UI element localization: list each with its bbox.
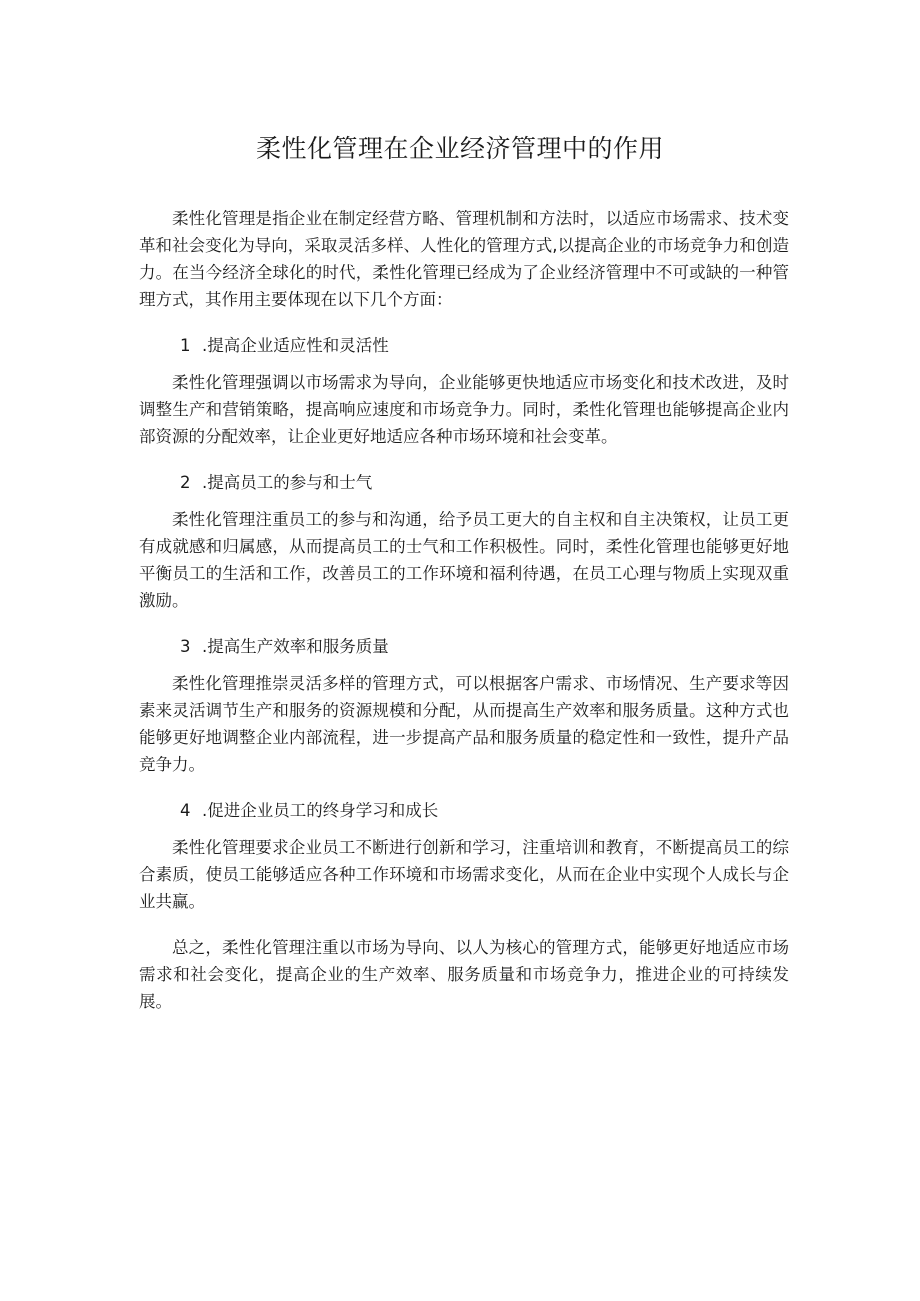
section-heading-text: .促进企业员工的终身学习和成长 [202, 801, 439, 820]
section-3 [139, 633, 789, 778]
section-number: 3 [180, 637, 191, 656]
section-heading-text: .提高员工的参与和士气 [202, 473, 373, 492]
document-body [139, 205, 789, 1015]
section-heading-text: .提高生产效率和服务质量 [202, 637, 389, 656]
conclusion-paragraph: 总之，柔性化管理注重以市场为导向、以人为核心的管理方式，能够更好地适应市场需求和社会变化，提高企业的生产效率、服务质量和市场竞争力，推进企业的可持续发展。 [139, 938, 789, 1011]
section-number: 4 [180, 801, 191, 820]
section-paragraph: 柔性化管理推崇灵活多样的管理方式，可以根据客户需求、市场情况、生产要求等因素来灵活调节生产和服务的资源规模和分配，从而提高生产效率和服务质量。这种方式也能够更好地调整企业内部流程，进一步提高产品和服务质量的稳定性和一致性，提升产品竞争力。 [139, 674, 789, 774]
section-1 [139, 332, 789, 450]
section-paragraph: 柔性化管理注重员工的参与和沟通，给予员工更大的自主权和自主决策权，让员工更有成就感和归属感，从而提高员工的士气和工作积极性。同时，柔性化管理也能够更好地平衡员工的生活和工作，改善员工的工作环境和福利待遇，在员工心理与物质上实现双重激励。 [139, 510, 789, 610]
section-2 [139, 469, 789, 614]
document-title: 柔性化管理在企业经济管理中的作用 [255, 134, 664, 163]
section-heading [139, 332, 789, 359]
section-paragraph: 柔性化管理要求企业员工不断进行创新和学习，注重培训和教育，不断提高员工的综合素质，使员工能够适应各种工作环境和市场需求变化，从而在企业中实现个人成长与企业共赢。 [139, 838, 789, 911]
section-number: 1 [180, 336, 191, 355]
section-4 [139, 797, 789, 915]
section-heading-text: .提高企业适应性和灵活性 [202, 336, 389, 355]
section-number: 2 [180, 473, 191, 492]
intro-paragraph: 柔性化管理是指企业在制定经营方略、管理机制和方法时，以适应市场需求、技术变革和社会变化为导向，采取灵活多样、人性化的管理方式,以提高企业的市场竞争力和创造力。在当今经济全球化的时代，柔性化管理已经成为了企业经济管理中不可或缺的一种管理方式，其作用主要体现在以下几个方面： [139, 209, 789, 309]
section-heading [139, 469, 789, 496]
section-paragraph: 柔性化管理强调以市场需求为导向，企业能够更快地适应市场变化和技术改进，及时调整生产和营销策略，提高响应速度和市场竞争力。同时，柔性化管理也能够提高企业内部资源的分配效率，让企业更好地适应各种市场环境和社会变革。 [139, 373, 789, 446]
section-heading [139, 797, 789, 824]
section-heading [139, 633, 789, 660]
